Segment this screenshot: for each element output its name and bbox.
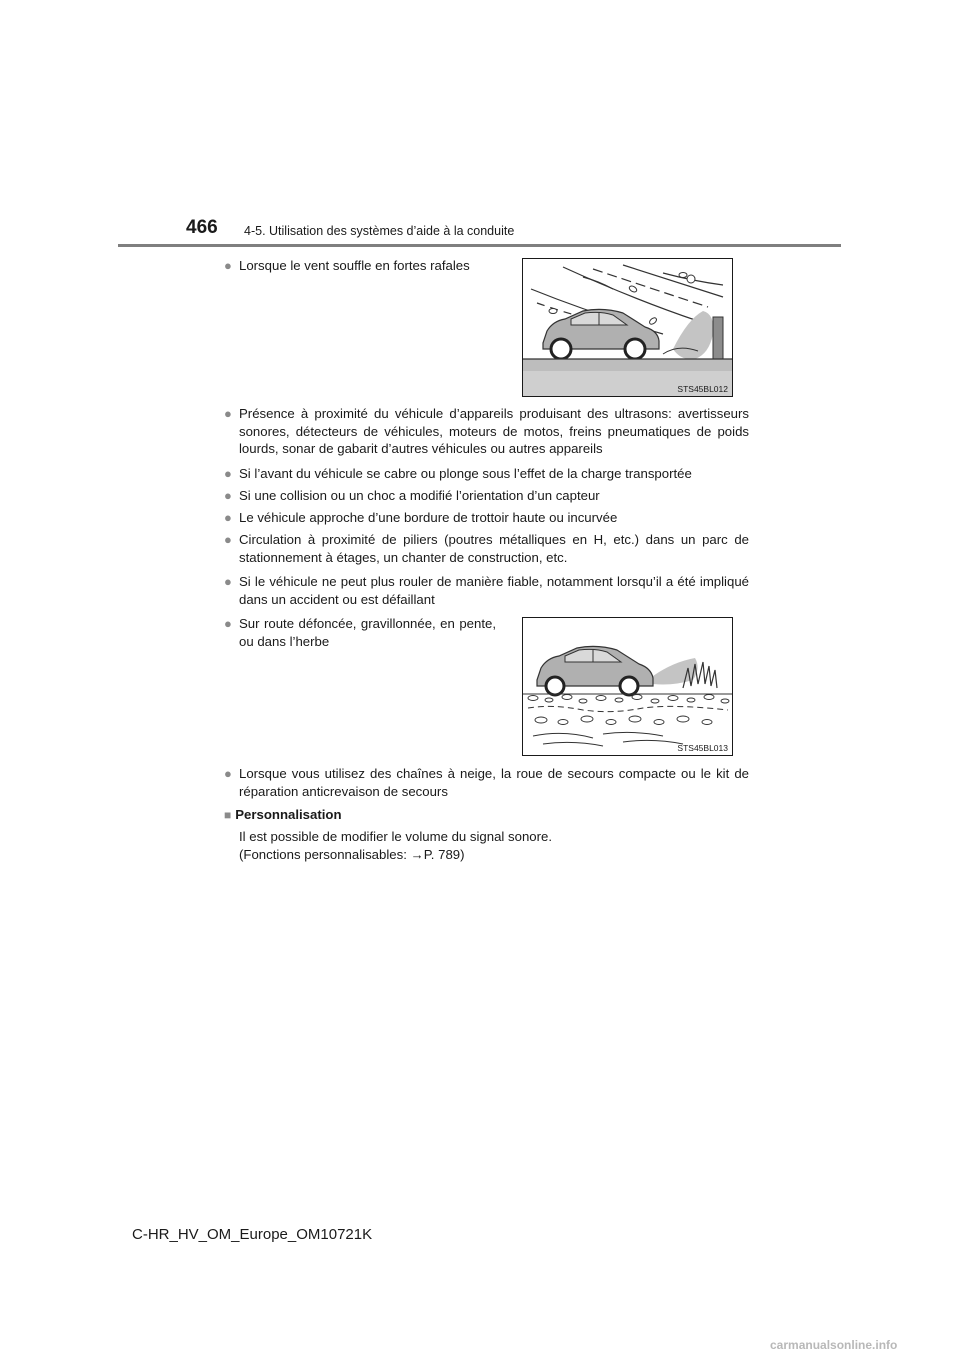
list-item-text: Si le véhicule ne peut plus rouler de manière fiable, notamment lorsqu’il a été impliqué dans un accident ou est défaillant xyxy=(239,574,749,607)
wind-figure xyxy=(522,258,733,397)
list-item xyxy=(224,405,749,458)
list-item-text: Sur route défoncée, gravillonnée, en pente, ou dans l’herbe xyxy=(239,616,496,649)
personalisation-reference[interactable]: (Fonctions personnalisables: →P. 789) xyxy=(239,847,465,862)
square-bullet-icon: ■ xyxy=(224,808,232,822)
list-item-text: Circulation à proximité de piliers (poutres métalliques en H, etc.) dans un parc de stationnement à étages, un chanter de construction, etc. xyxy=(239,532,749,565)
list-item-text: Lorsque vous utilisez des chaînes à neige, la roue de secours compacte ou le kit de réparation anticrevaison de secours xyxy=(239,766,749,799)
list-item-text: Présence à proximité du véhicule d’appareils produisant des ultrasons: avertisseurs sonores, détecteurs de véhicules, moteurs de motos, freins pneumatiques de poids lourds, sonar de gabarit d’autres véhicules ou autres appareils xyxy=(239,406,749,456)
watermark[interactable]: carmanualsonline.info xyxy=(770,1338,898,1352)
page-number: 466 xyxy=(186,217,218,238)
list-item xyxy=(224,509,749,527)
list-item xyxy=(224,765,749,800)
bullet-icon: ● xyxy=(224,510,232,525)
bullet-icon: ● xyxy=(224,532,232,547)
list-item xyxy=(224,615,496,650)
personalisation-title: Personnalisation xyxy=(235,807,342,822)
list-item xyxy=(224,257,494,275)
document-code: C-HR_HV_OM_Europe_OM10721K xyxy=(132,1226,373,1243)
bullet-icon: ● xyxy=(224,258,232,273)
list-item xyxy=(224,487,749,505)
list-item-text: Si une collision ou un choc a modifié l’orientation d’un capteur xyxy=(239,488,600,503)
bullet-icon: ● xyxy=(224,616,232,631)
bullet-icon: ● xyxy=(224,574,232,589)
bullet-icon: ● xyxy=(224,466,232,481)
rough-road-figure xyxy=(522,617,733,756)
car-on-rough-road-illustration xyxy=(523,618,732,755)
figure-code: STS45BL012 xyxy=(677,384,728,394)
list-item xyxy=(224,573,749,608)
list-item-text: Si l’avant du véhicule se cabre ou plonge sous l’effet de la charge transportée xyxy=(239,466,692,481)
figure-code: STS45BL013 xyxy=(677,743,728,753)
list-item xyxy=(224,531,749,566)
list-item-text: Le véhicule approche d’une bordure de trottoir haute ou incurvée xyxy=(239,510,618,525)
car-in-wind-illustration xyxy=(523,259,732,396)
header-divider xyxy=(118,244,841,247)
personalisation-text: Il est possible de modifier le volume du signal sonore. xyxy=(239,829,553,844)
personalisation-heading xyxy=(224,806,342,825)
list-item-text: Lorsque le vent souffle en fortes rafales xyxy=(239,258,470,273)
bullet-icon: ● xyxy=(224,766,232,781)
list-item xyxy=(224,465,749,483)
bullet-icon: ● xyxy=(224,406,232,421)
bullet-icon: ● xyxy=(224,488,232,503)
section-title: 4-5. Utilisation des systèmes d’aide à la conduite xyxy=(244,224,515,238)
